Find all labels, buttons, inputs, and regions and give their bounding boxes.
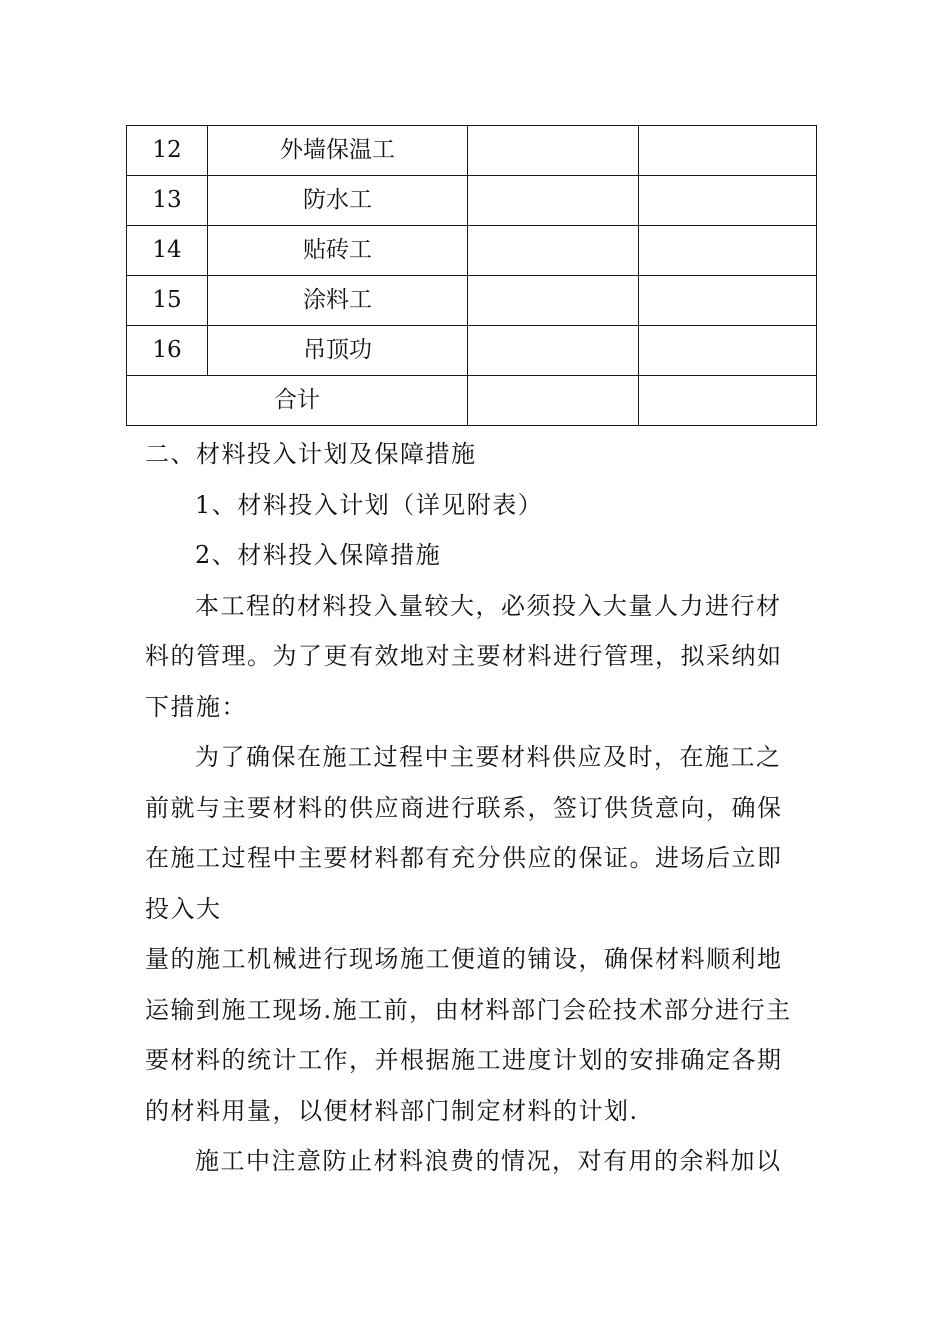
row-number: 15	[127, 276, 208, 326]
table-row	[127, 176, 817, 226]
table-cell	[639, 226, 817, 276]
paragraph-line: 下措施：	[145, 692, 247, 721]
table-cell	[639, 126, 817, 176]
total-cell	[468, 376, 639, 426]
table-row	[127, 226, 817, 276]
subsection-heading: 1、材料投入计划（详见附表）	[195, 490, 544, 519]
table-cell	[468, 226, 639, 276]
table-row	[127, 326, 817, 376]
trade-name: 外墙保温工	[208, 126, 468, 176]
row-number: 14	[127, 226, 208, 276]
table-cell	[468, 176, 639, 226]
table-row	[127, 126, 817, 176]
paragraph-line: 运输到施工现场.施工前，由材料部门会砼技术部分进行主	[145, 995, 792, 1024]
paragraph-line: 量的施工机械进行现场施工便道的铺设，确保材料顺利地	[145, 945, 783, 973]
table-total-row	[127, 376, 817, 426]
paragraph-line: 料的管理。为了更有效地对主要材料进行管理，拟采纳如	[145, 642, 783, 670]
body-text	[145, 429, 810, 1187]
table-row	[127, 276, 817, 326]
trade-name: 吊顶功	[208, 326, 468, 376]
table-cell	[468, 326, 639, 376]
paragraph-line: 的材料用量，以便材料部门制定材料的计划.	[145, 1096, 639, 1125]
table-cell	[639, 176, 817, 226]
table-cell	[639, 326, 817, 376]
table-cell	[639, 276, 817, 326]
paragraph-line: 投入大	[145, 894, 222, 923]
total-cell	[639, 376, 817, 426]
total-label: 合计	[127, 376, 468, 426]
row-number: 12	[127, 126, 208, 176]
paragraph-line: 本工程的材料投入量较大，必须投入大量人力进行材	[195, 591, 782, 620]
trade-name: 防水工	[208, 176, 468, 226]
trade-name: 贴砖工	[208, 226, 468, 276]
row-number: 13	[127, 176, 208, 226]
subsection-heading: 2、材料投入保障措施	[195, 541, 442, 569]
row-number: 16	[127, 326, 208, 376]
paragraph-line: 为了确保在施工过程中主要材料供应及时，在施工之	[195, 743, 782, 771]
paragraph-line: 要材料的统计工作，并根据施工进度计划的安排确定各期	[145, 1046, 783, 1074]
trade-name: 涂料工	[208, 276, 468, 326]
paragraph-line: 施工中注意防止材料浪费的情况，对有用的余料加以	[195, 1147, 782, 1175]
paragraph-line: 前就与主要材料的供应商进行联系，签订供货意向，确保	[145, 793, 783, 822]
table-cell	[468, 126, 639, 176]
paragraph-line: 在施工过程中主要材料都有充分供应的保证。进场后立即	[145, 844, 783, 872]
section-heading: 二、材料投入计划及保障措施	[145, 440, 477, 468]
table-cell	[468, 276, 639, 326]
labor-table	[126, 125, 817, 426]
